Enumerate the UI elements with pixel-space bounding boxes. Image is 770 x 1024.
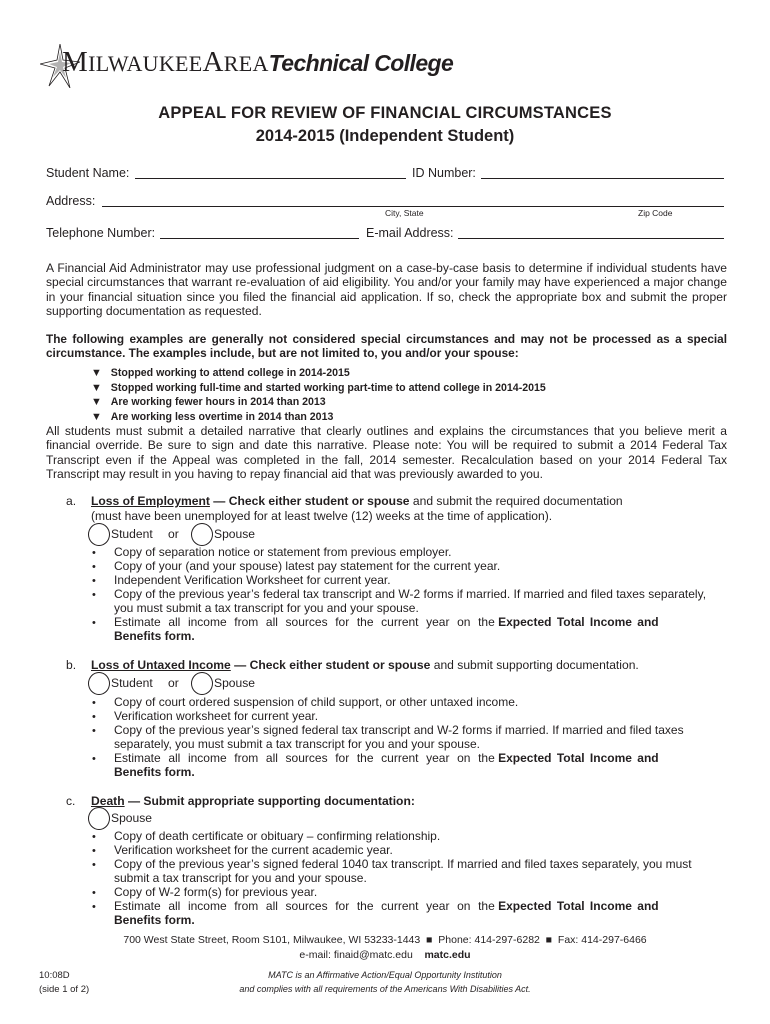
page-subtitle: 2014-2015 (Independent Student) <box>255 127 515 145</box>
footer-email-line: e-mail: finaid@matc.edu matc.edu <box>299 949 471 961</box>
spouse-checkbox-a[interactable] <box>191 523 213 546</box>
address-field[interactable] <box>102 206 724 207</box>
narrative-paragraph: All students must submit a detailed narrative that clearly outlines and explains the circumstances that you believe merit a financial override. Be sure to sign and date this narrative. Please note: You will be required to submit a 2014 Federal Tax Transcript even if the Appeal was completed in the fall, 2014 semester. Recalculation based on your 2014 Federal Tax Transcript may result in you having to repay financial aid that was previously awarded to you. <box>46 424 727 482</box>
page-side: (side 1 of 2) <box>39 984 90 995</box>
list-item: Benefits form. <box>114 629 195 643</box>
address-label: Address: <box>46 194 96 208</box>
student-name-label: Student Name: <box>46 166 130 180</box>
section-a-heading-line2: (must have been unemployed for at least twelve (12) weeks at the time of application). <box>91 509 553 523</box>
section-b-letter: b. <box>66 658 77 672</box>
email-label: E-mail Address: <box>366 226 454 240</box>
square-bullet-icon: ■ <box>426 934 433 946</box>
section-c-heading: Death — Submit appropriate supporting documentation: <box>91 794 415 808</box>
list-item: separately, you must submit a tax transcript for you and your spouse. <box>114 737 480 751</box>
section-b-bullets <box>92 695 728 779</box>
list-item: Benefits form. <box>114 765 195 779</box>
list-item: ▼ Are working less overtime in 2014 than 2013 <box>91 410 334 423</box>
list-item: • Copy of your (and your spouse) latest pay statement for the current year. <box>92 559 501 573</box>
student-checkbox-b[interactable] <box>88 672 110 695</box>
list-item: ▼ Stopped working to attend college in 2014-2015 <box>91 367 350 379</box>
form-code: 10:08D <box>39 970 70 981</box>
spouse-option-label: Spouse <box>214 676 256 690</box>
list-item: • Estimate all income from all sources for the current year on the Expected Total Income and <box>92 899 659 913</box>
footer-contact-line: 700 West State Street, Room S101, Milwaukee, WI 53233-1443 ■ Phone: 414-297-6282 ■ Fax: 414-297-6466 <box>123 934 647 946</box>
id-number-field[interactable] <box>481 178 724 179</box>
section-c-letter: c. <box>66 794 76 808</box>
student-option-label: Student <box>111 676 153 690</box>
intro-paragraph: A Financial Aid Administrator may use professional judgment on a case-by-case basis to determine if individual students have special circumstances that warrant re-evaluation of aid eligibility. You and/or your family may have experienced a major change in your financial situation since you filed the financial aid application. If so, check the appropriate box and submit the proper supporting documentation as requested. <box>46 261 727 319</box>
telephone-label: Telephone Number: <box>46 226 156 240</box>
email-field[interactable] <box>458 238 724 239</box>
section-c-bullets <box>92 829 728 927</box>
spouse-checkbox-b[interactable] <box>191 672 213 695</box>
list-item: submit a tax transcript for you and your spouse. <box>114 871 367 885</box>
list-item: ▼ Are working fewer hours in 2014 than 2013 <box>91 396 326 408</box>
list-item: • Copy of the previous year’s federal tax transcript and W-2 forms if married. If married and filed taxes separately, <box>92 587 707 601</box>
spouse-option-label: Spouse <box>111 811 153 825</box>
section-b-heading: Loss of Untaxed Income — Check either student or spouse and submit supporting documentation. <box>91 658 639 672</box>
list-item: you must submit a tax transcript for you and your spouse. <box>114 601 419 615</box>
id-number-label: ID Number: <box>412 166 476 180</box>
section-a-heading: Loss of Employment — Check either student or spouse and submit the required documentation <box>91 494 623 508</box>
list-item: • Copy of W-2 form(s) for previous year. <box>92 885 318 899</box>
eeo-statement-line1: MATC is an Affirmative Action/Equal Opportunity Institution <box>268 970 502 980</box>
section-a-letter: a. <box>66 494 77 508</box>
list-item: • Copy of the previous year’s signed federal tax transcript and W-2 forms if married. If married and filed taxes <box>92 723 684 737</box>
list-item: • Estimate all income from all sources for the current year on the Expected Total Income and <box>92 615 659 629</box>
eeo-statement-line2: and complies with all requirements of the Americans With Disabilities Act. <box>239 984 531 994</box>
student-checkbox-a[interactable] <box>88 523 110 546</box>
or-label: or <box>168 527 179 541</box>
list-item: • Copy of separation notice or statement from previous employer. <box>92 545 452 559</box>
zip-code-caption: Zip Code <box>638 208 673 218</box>
list-item: • Copy of death certificate or obituary – confirming relationship. <box>92 829 441 843</box>
list-item: ▼ Stopped working full-time and started working part-time to attend college in 2014-2015 <box>91 381 546 394</box>
list-item: • Verification worksheet for current year. <box>92 709 319 723</box>
student-option-label: Student <box>111 527 153 541</box>
spouse-option-label: Spouse <box>214 527 256 541</box>
list-item: • Copy of the previous year’s signed federal 1040 tax transcript. If married and filed taxes separately, you must <box>92 857 692 871</box>
city-state-caption: City, State <box>385 208 424 218</box>
section-a-bullets <box>92 545 728 643</box>
page-title: APPEAL FOR REVIEW OF FINANCIAL CIRCUMSTANCES <box>158 104 612 122</box>
matc-logo <box>40 40 460 90</box>
telephone-field[interactable] <box>160 238 359 239</box>
logo-wordmark: MILWAUKEEAREATechnical College <box>62 46 454 78</box>
list-item: • Independent Verification Worksheet for current year. <box>92 573 391 587</box>
student-name-field[interactable] <box>135 178 406 179</box>
list-item: • Estimate all income from all sources for the current year on the Expected Total Income and <box>92 751 659 765</box>
spouse-checkbox-c[interactable] <box>88 807 110 830</box>
square-bullet-icon: ■ <box>545 934 553 946</box>
list-item: • Verification worksheet for the current academic year. <box>92 843 393 857</box>
examples-list <box>91 363 546 421</box>
or-label: or <box>168 676 179 690</box>
list-item: • Copy of court ordered suspension of child support, or other untaxed income. <box>92 695 519 709</box>
list-item: Benefits form. <box>114 913 195 927</box>
examples-heading: The following examples are generally not considered special circumstances and may not be processed as a special circumstance. The examples include, but are not limited to, you and/or your spouse: <box>46 332 727 361</box>
